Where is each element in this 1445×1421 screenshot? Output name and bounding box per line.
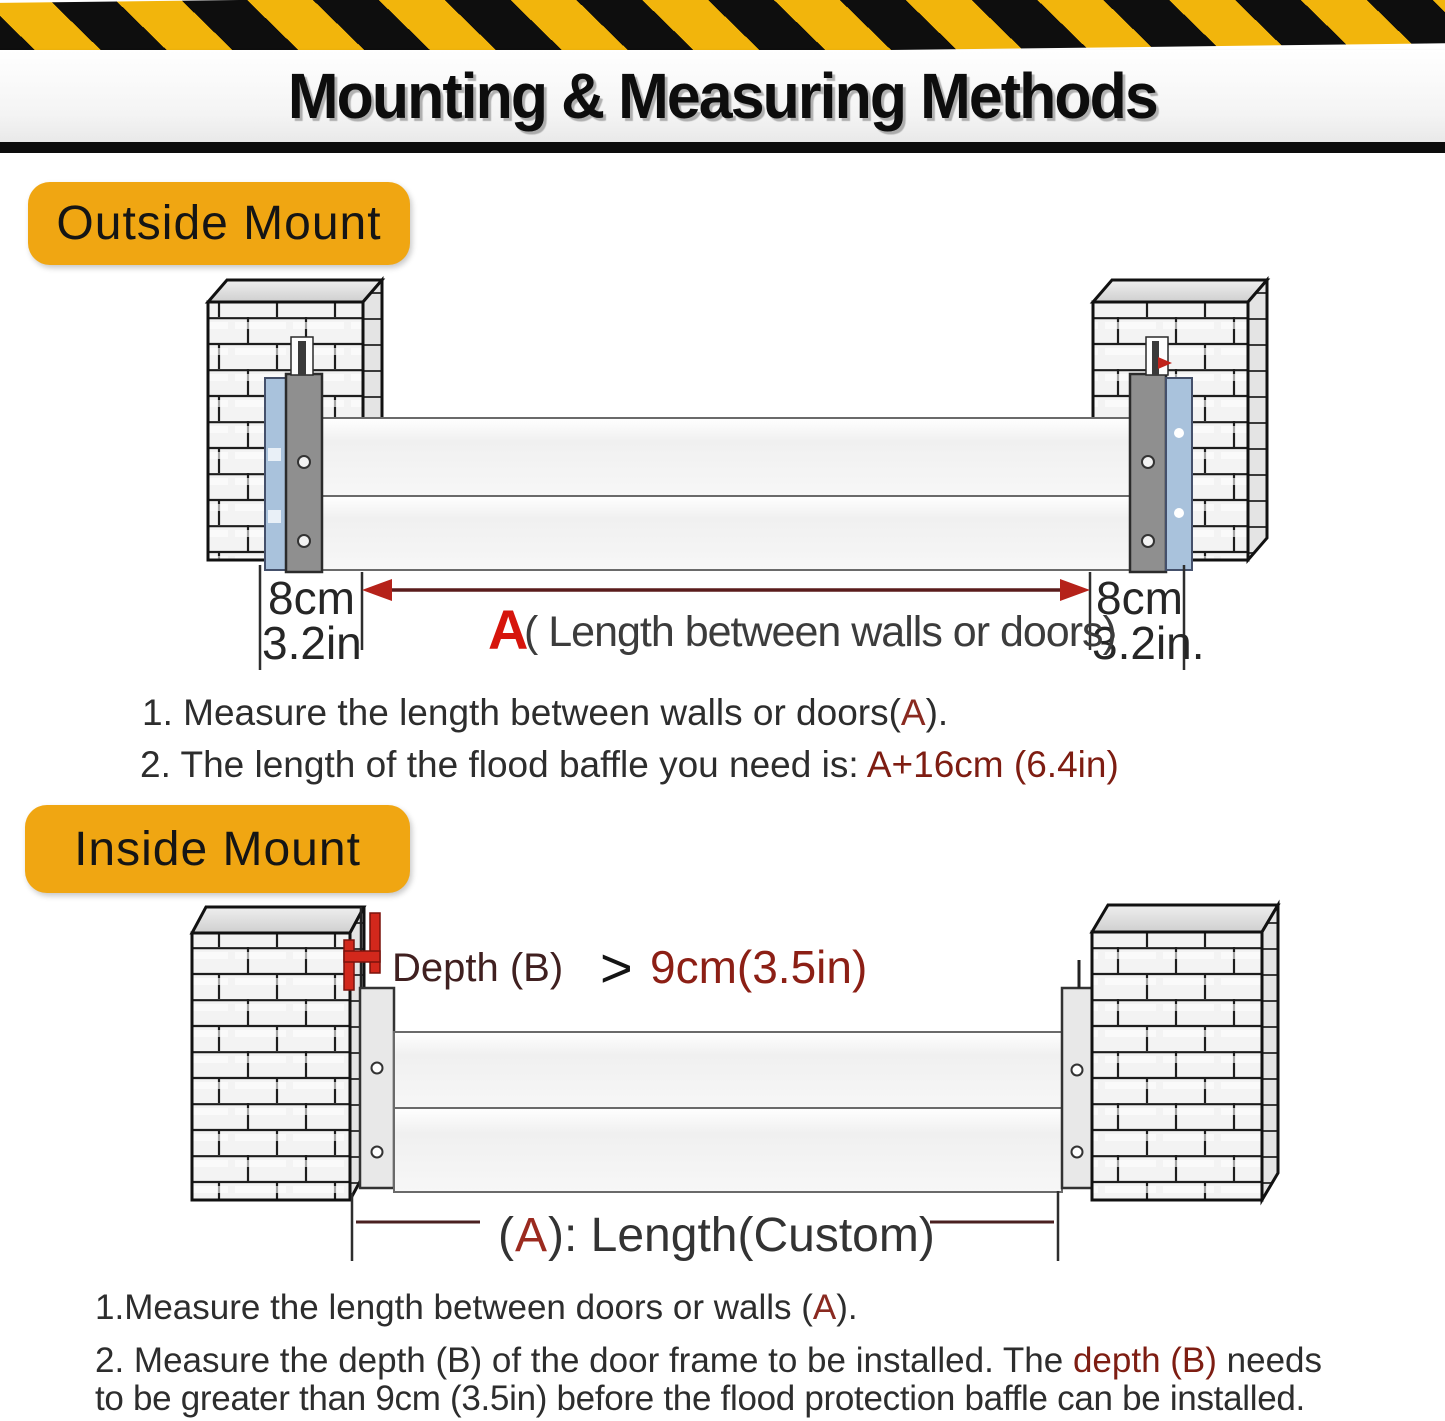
outside-mount-badge	[28, 182, 410, 265]
inside-mount-badge	[25, 805, 410, 893]
screw-hole	[298, 535, 310, 547]
outside-step-2-text: 2. The length of the flood baffle you need is:	[140, 744, 867, 785]
barrier-panel-top	[322, 418, 1132, 496]
outside-step-2	[140, 744, 1119, 786]
outside-mount-badge-label: Outside Mount	[56, 197, 382, 250]
length-letter: A	[515, 1209, 548, 1262]
right-seal-strip	[1166, 378, 1192, 570]
outside-step-1-text: 1. Measure the length between walls or doors(	[142, 692, 901, 733]
left-offset-in: 3.2in	[262, 617, 362, 669]
barrier-panel-top	[394, 1032, 1062, 1108]
screw-hole	[372, 1147, 383, 1158]
inside-mount-diagram	[0, 895, 1445, 1285]
inside-step-1	[95, 1288, 858, 1328]
outside-step-1	[142, 692, 948, 734]
inside-left-bracket	[360, 988, 394, 1188]
inside-step-3	[95, 1379, 1305, 1419]
arrowhead-left-icon	[362, 579, 392, 601]
arrowhead-right-icon	[1060, 579, 1090, 601]
screw-hole	[298, 456, 310, 468]
depth-value: 9cm(3.5in)	[650, 941, 868, 993]
flood-barrier-outside	[322, 418, 1132, 570]
right-offset-cm: 8cm	[1096, 572, 1183, 624]
page-title: Mounting & Measuring Methods	[288, 60, 1157, 132]
outside-mount-diagram	[0, 265, 1445, 675]
span-label: ( Length between walls or doors)	[524, 608, 1116, 656]
left-seal-strip	[265, 378, 286, 570]
screw-hole	[1072, 1065, 1083, 1076]
length-label-open: (	[498, 1209, 514, 1262]
seal-mark	[1174, 428, 1184, 438]
inside-right-pillar	[1092, 905, 1278, 1200]
banner-divider-bar	[0, 142, 1445, 153]
inside-right-bracket	[1062, 960, 1092, 1188]
seal-mark	[268, 448, 281, 461]
depth-gt-sign: >	[600, 936, 633, 999]
seal-mark	[1174, 508, 1184, 518]
inside-left-pillar	[192, 907, 364, 1200]
span-arrow	[362, 579, 1090, 601]
inside-step-1-highlight: A	[812, 1288, 837, 1327]
length-label-rest: ): Length(Custom)	[548, 1209, 935, 1262]
barrier-panel-bottom	[322, 496, 1132, 570]
inside-mount-badge-label: Inside Mount	[74, 822, 361, 876]
screw-hole	[1142, 456, 1154, 468]
screw-hole	[1142, 535, 1154, 547]
screw-hole	[372, 1063, 383, 1074]
outside-step-1-end: ).	[925, 692, 949, 733]
outside-step-2-highlight: A+16cm (6.4in)	[866, 744, 1119, 785]
inside-step-1-text: 1.Measure the length between doors or walls (	[95, 1288, 813, 1327]
left-offset-cm: 8cm	[268, 572, 355, 624]
anchor-pin	[1152, 341, 1159, 375]
screw-hole	[1072, 1147, 1083, 1158]
inside-step-3-text: to be greater than 9cm (3.5in) before the flood protection baffle can be installed.	[95, 1379, 1305, 1418]
right-offset-in: 3.2in.	[1092, 617, 1205, 669]
depth-label: Depth (B)	[392, 946, 564, 990]
inside-step-2-highlight: depth (B)	[1072, 1341, 1217, 1380]
barrier-panel-bottom	[394, 1108, 1062, 1192]
seal-mark	[268, 510, 281, 523]
outside-step-1-highlight: A	[900, 692, 926, 733]
span-letter: A	[488, 598, 529, 661]
inside-step-2-end: needs	[1216, 1341, 1323, 1380]
inside-step-1-end: ).	[836, 1288, 858, 1327]
title-band	[0, 50, 1445, 142]
anchor-pin	[298, 341, 306, 375]
inside-step-2-text: 2. Measure the depth (B) of the door frame to be installed. The	[95, 1341, 1073, 1380]
flood-barrier-inside	[394, 1032, 1062, 1192]
inside-step-2	[95, 1341, 1322, 1381]
hazard-banner	[0, 0, 1445, 158]
